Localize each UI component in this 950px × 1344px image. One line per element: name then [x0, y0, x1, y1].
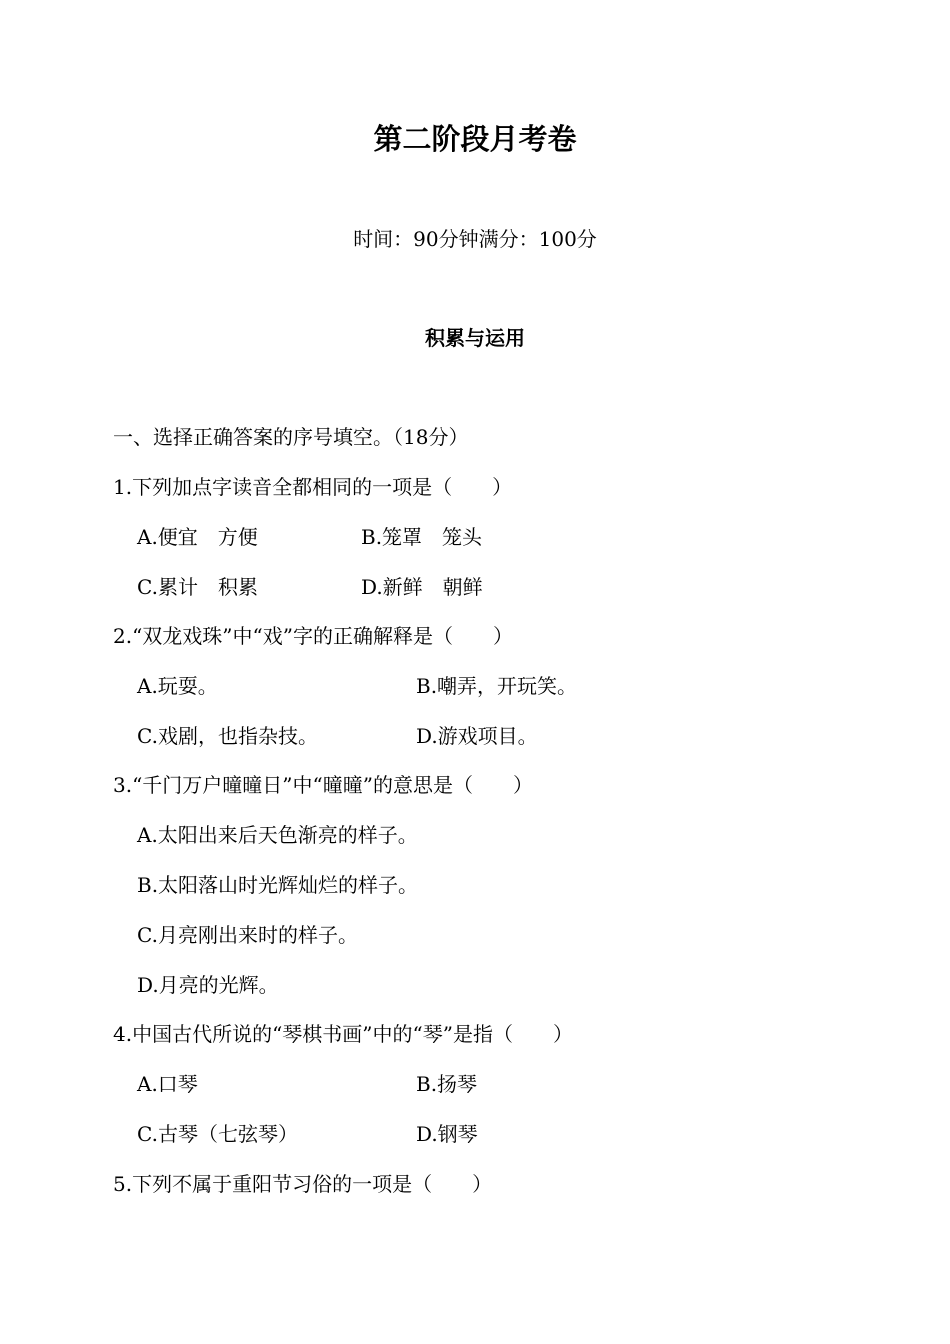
question-2-option-d: D.游戏项目。 [416, 724, 538, 748]
question-4-option-c: C.古琴（七弦琴） [137, 1122, 298, 1146]
question-3-option-a: A.太阳出来后天色渐亮的样子。 [137, 823, 418, 847]
question-4-option-a: A.口琴 [137, 1072, 198, 1096]
question-1-option-d: D.新鲜 朝鲜 [361, 575, 483, 599]
section-heading: 积累与运用 [425, 326, 525, 350]
question-2-stem: 2.“双龙戏珠”中“戏”字的正确解释是（ ） [113, 624, 513, 648]
question-3-option-d: D.月亮的光辉。 [137, 973, 279, 997]
question-4-stem: 4.中国古代所说的“琴棋书画”中的“琴”是指（ ） [113, 1022, 573, 1046]
exam-time-score: 时间：90分钟满分：100分 [353, 227, 597, 251]
part1-heading: 一、选择正确答案的序号填空。（18分） [113, 425, 469, 449]
question-2-option-a: A.玩耍。 [137, 674, 218, 698]
question-4-option-b: B.扬琴 [416, 1072, 478, 1096]
question-3-stem: 3.“千门万户曈曈日”中“曈曈”的意思是（ ） [113, 773, 533, 797]
question-5-stem: 5.下列不属于重阳节习俗的一项是（ ） [113, 1172, 493, 1196]
question-2-option-b: B.嘲弄，开玩笑。 [416, 674, 578, 698]
question-2-option-c: C.戏剧，也指杂技。 [137, 724, 318, 748]
question-3-option-c: C.月亮刚出来时的样子。 [137, 923, 358, 947]
exam-title: 第二阶段月考卷 [373, 122, 577, 156]
question-1-stem: 1.下列加点字读音全都相同的一项是（ ） [113, 475, 513, 499]
question-1-option-a: A.便宜 方便 [137, 525, 258, 549]
question-1-option-c: C.累计 积累 [137, 575, 258, 599]
question-4-option-d: D.钢琴 [416, 1122, 478, 1146]
question-1-option-b: B.笼罩 笼头 [361, 525, 483, 549]
question-3-option-b: B.太阳落山时光辉灿烂的样子。 [137, 873, 419, 897]
